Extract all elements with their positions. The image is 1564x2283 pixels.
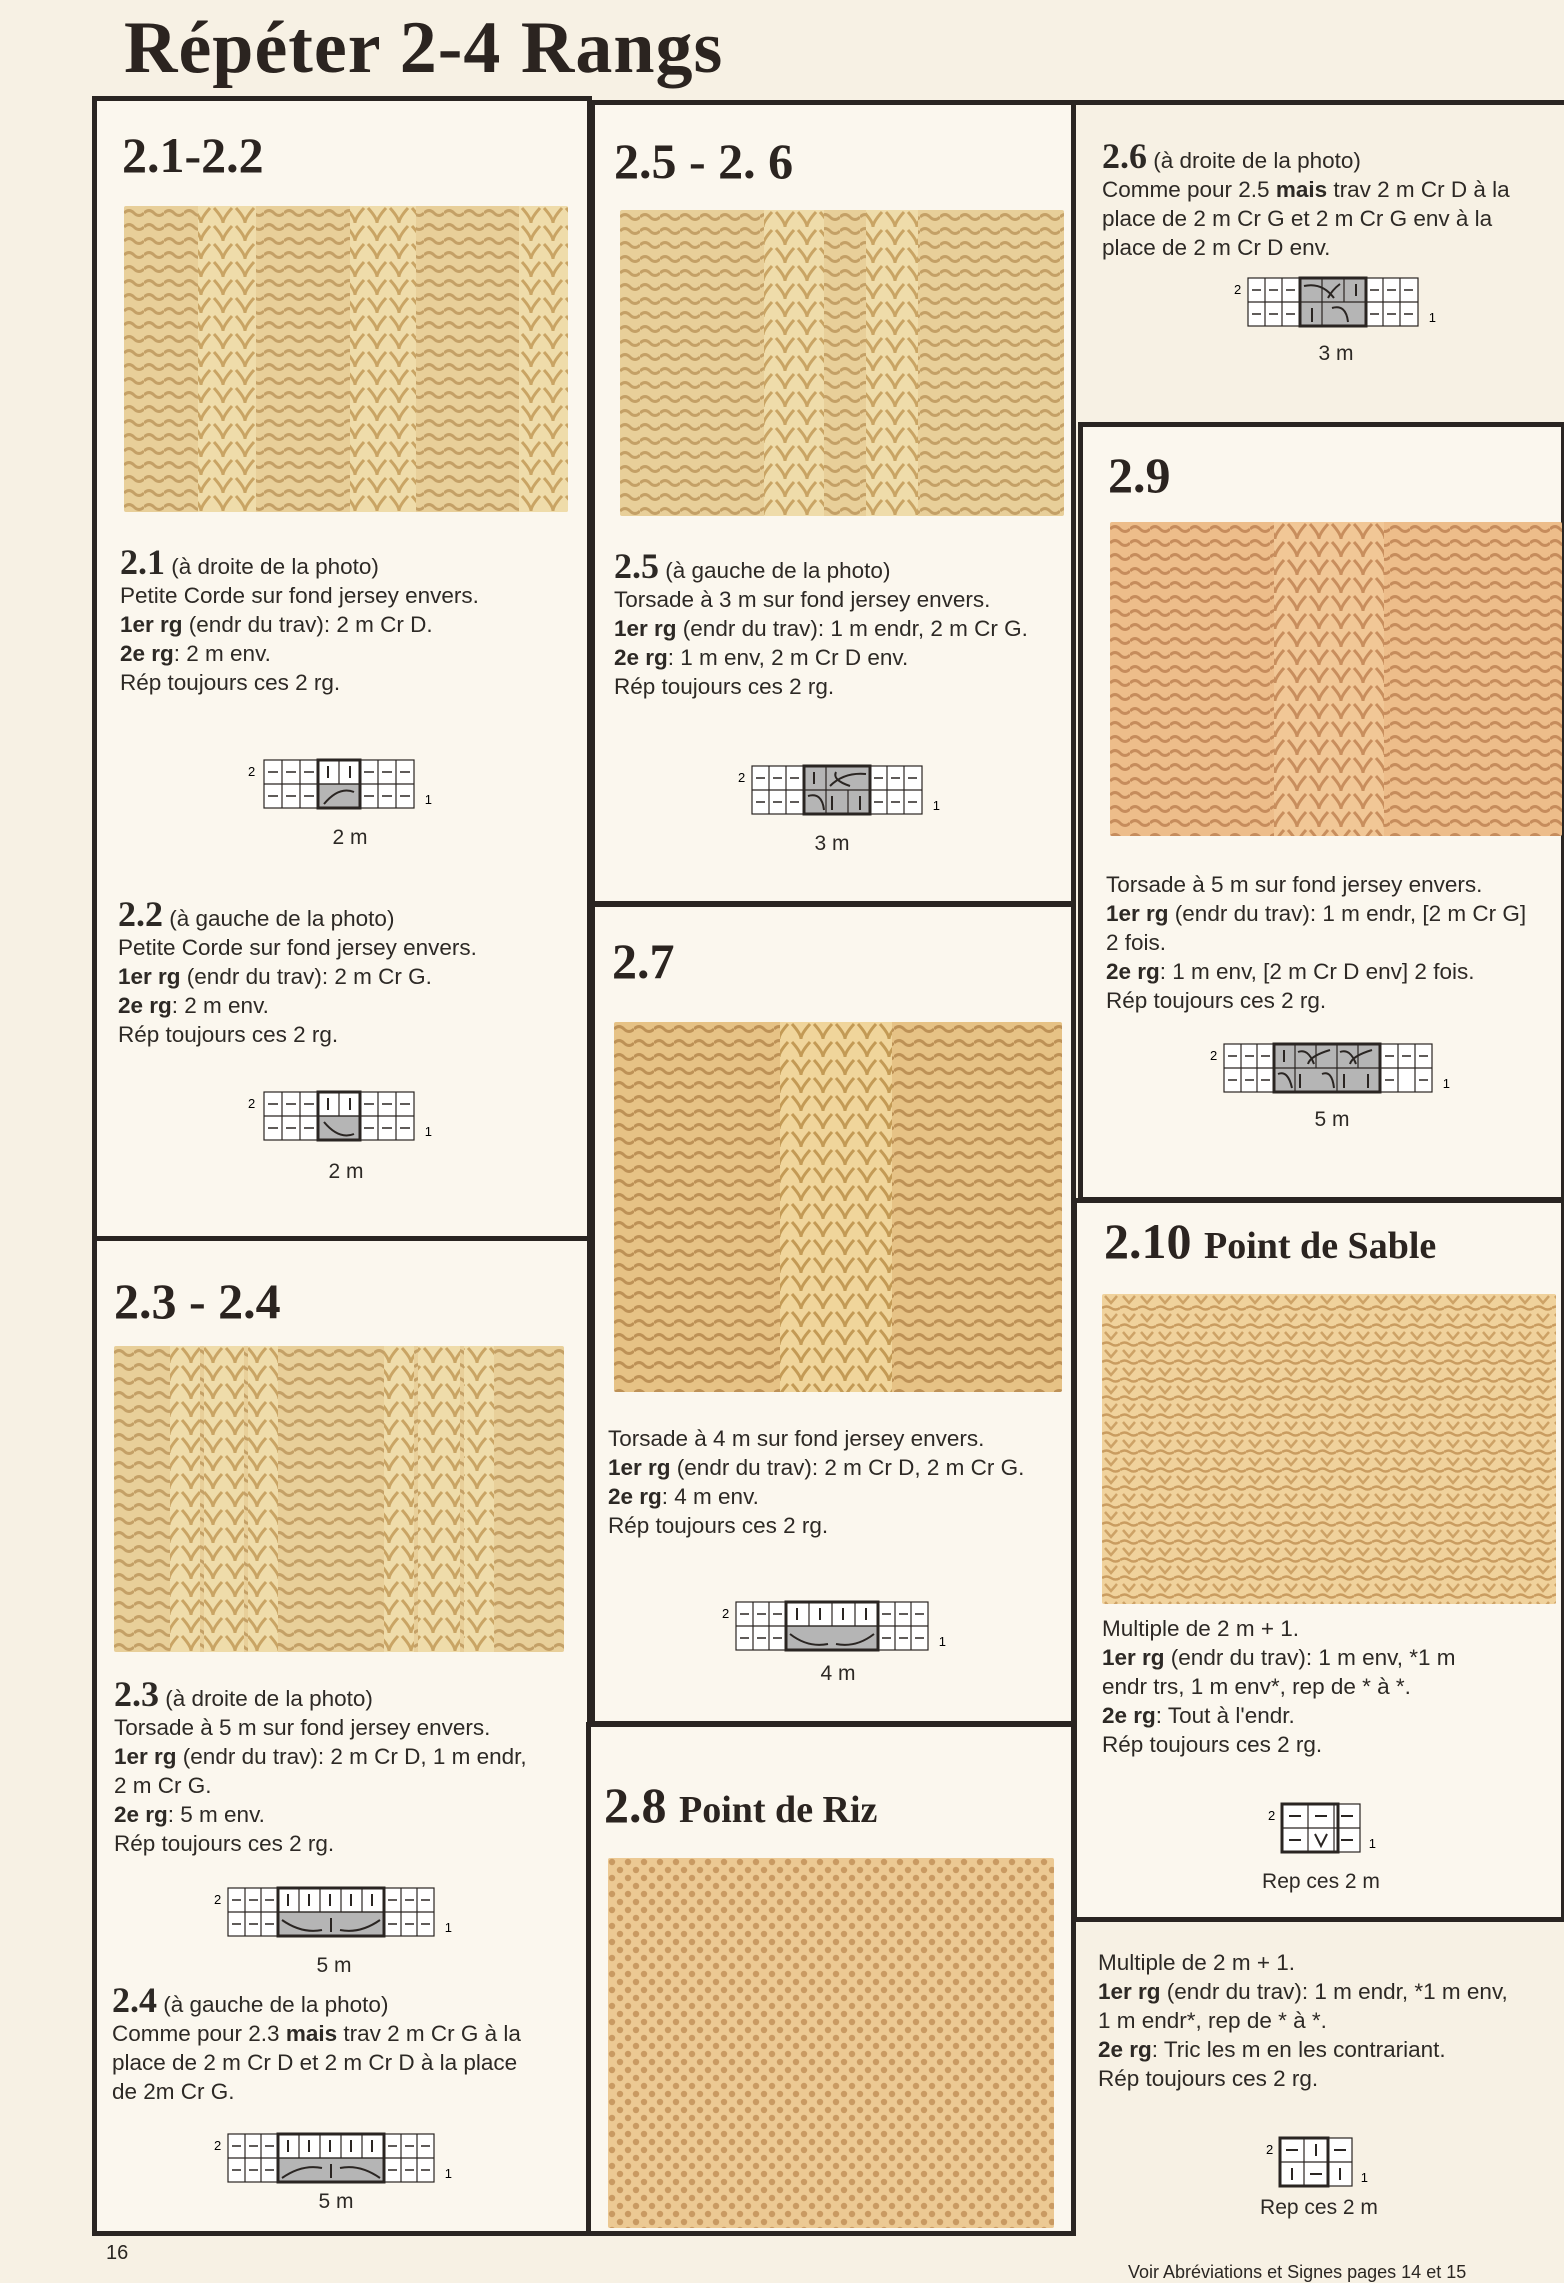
stitch-name: Point de Riz [679, 1789, 878, 1831]
entry-note: (à droite de la photo) [165, 1686, 373, 1711]
row-label: 1er rg [118, 964, 181, 989]
instruction-line: (endr du trav): 2 m Cr D. [182, 612, 433, 637]
entry-2-3 [114, 1674, 527, 1858]
chart-row-label: 1 [424, 1124, 432, 1139]
section-heading: 2.7 [612, 933, 675, 989]
instruction-line: (endr du trav): 1 m endr, *1 m env, [1160, 1979, 1508, 2004]
knit-photo-2-3-2-4 [114, 1346, 564, 1652]
row-label: 2e rg [1098, 2037, 1152, 2062]
entry-number: 2.3 [114, 1674, 159, 1714]
chart-row-label: 1 [1428, 310, 1436, 325]
chart-caption: 5 m [1314, 1108, 1350, 1131]
chart-row-label: 2 [214, 1892, 222, 1907]
entry-2-4 [112, 1980, 521, 2106]
row-label: 2e rg [1106, 959, 1160, 984]
row-label: 1er rg [120, 612, 183, 637]
instruction-line: place de 2 m Cr D et 2 m Cr D à la place [112, 2050, 518, 2075]
instruction-line: Rép toujours ces 2 rg. [1102, 1732, 1323, 1757]
instruction-line: : 2 m env. [173, 641, 271, 666]
stitch-chart-2-7 [720, 1598, 946, 1660]
instruction-line: Rép toujours ces 2 rg. [608, 1513, 829, 1538]
instruction-line: Multiple de 2 m + 1. [1102, 1616, 1299, 1641]
entry-number: 2.1 [120, 542, 165, 582]
row-label: 1er rg [1102, 1645, 1165, 1670]
chart-caption: 3 m [814, 832, 850, 855]
rule [1076, 100, 1564, 105]
entry-note: (à droite de la photo) [1153, 148, 1361, 173]
chart-caption: Rep ces 2 m [1260, 2196, 1378, 2219]
stitch-chart-2-8 [1264, 2134, 1374, 2196]
instruction-line: trav 2 m Cr D à la [1327, 177, 1510, 202]
chart-caption: 2 m [328, 1160, 364, 1183]
instruction-line: : 4 m env. [661, 1484, 759, 1509]
instruction-line: place de 2 m Cr G et 2 m Cr G env à la [1102, 206, 1493, 231]
entry-number: 2.6 [1102, 136, 1147, 176]
instruction-line: Rép toujours ces 2 rg. [1106, 988, 1327, 1013]
entry-note: (à gauche de la photo) [163, 1992, 389, 2017]
entry-number: 2.10 [1104, 1213, 1192, 1269]
instruction-line: endr trs, 1 m env*, rep de * à *. [1102, 1674, 1411, 1699]
instruction-line: Rép toujours ces 2 rg. [614, 674, 835, 699]
row-label: 1er rg [1098, 1979, 1161, 2004]
instruction-line: : 5 m env. [167, 1802, 265, 1827]
chart-row-label: 1 [932, 798, 940, 813]
row-label: 2e rg [608, 1484, 662, 1509]
chart-row-label: 1 [444, 1920, 452, 1935]
instruction-line: Torsade à 5 m sur fond jersey envers. [114, 1715, 491, 1740]
chart-row-label: 1 [1368, 1836, 1376, 1851]
entry-2-8 [1098, 1948, 1508, 2093]
instruction-line: 2 fois. [1106, 930, 1167, 955]
knit-photo-2-8 [608, 1858, 1054, 2228]
stitch-chart-2-6 [1232, 274, 1436, 336]
chart-row-label: 2 [1268, 1808, 1276, 1823]
row-label: 2e rg [614, 645, 668, 670]
instruction-line: Rép toujours ces 2 rg. [120, 670, 341, 695]
instruction-line: : 1 m env, [2 m Cr D env] 2 fois. [1159, 959, 1475, 984]
instruction-line: Torsade à 4 m sur fond jersey envers. [608, 1426, 985, 1451]
knit-photo-2-7 [614, 1022, 1062, 1392]
row-label: 1er rg [1106, 901, 1169, 926]
instruction-line: Torsade à 5 m sur fond jersey envers. [1106, 872, 1483, 897]
row-label: 2e rg [114, 1802, 168, 1827]
chart-row-label: 2 [248, 764, 256, 779]
instruction-line: Petite Corde sur fond jersey envers. [118, 935, 477, 960]
instruction-line: Rép toujours ces 2 rg. [114, 1831, 335, 1856]
instruction-line: (endr du trav): 2 m Cr G. [180, 964, 432, 989]
entry-number: 2.5 [614, 546, 659, 586]
section-heading: 2.9 [1108, 447, 1171, 503]
chart-caption: 3 m [1318, 342, 1354, 365]
entry-note: (à gauche de la photo) [665, 558, 891, 583]
row-label: 1er rg [614, 616, 677, 641]
instruction-line: Comme pour 2.5 [1102, 177, 1276, 202]
row-label: 2e rg [120, 641, 174, 666]
instruction-line: Rép toujours ces 2 rg. [1098, 2066, 1319, 2091]
instruction-line: : 1 m env, 2 m Cr D env. [667, 645, 909, 670]
entry-note: (à gauche de la photo) [169, 906, 395, 931]
entry-2-10 [1102, 1614, 1456, 1759]
chart-caption: 5 m [316, 1954, 352, 1977]
chart-caption: 2 m [332, 826, 368, 849]
instruction-line: (endr du trav): 1 m endr, [2 m Cr G] [1168, 901, 1527, 926]
chart-caption: 4 m [820, 1662, 856, 1685]
instruction-line: : Tric les m en les contrariant. [1151, 2037, 1446, 2062]
entry-number: 2.2 [118, 894, 163, 934]
chart-row-label: 2 [214, 2138, 222, 2153]
section-heading: 2.1-2.2 [122, 127, 264, 183]
row-label: 2e rg [1102, 1703, 1156, 1728]
instruction-line: : Tout à l'endr. [1155, 1703, 1295, 1728]
instruction-line: Multiple de 2 m + 1. [1098, 1950, 1295, 1975]
page-number: 16 [106, 2242, 129, 2264]
entry-2-2 [118, 894, 477, 1049]
row-label: 2e rg [118, 993, 172, 1018]
stitch-chart-2-5 [736, 762, 940, 824]
section-heading: 2.3 - 2.4 [114, 1273, 281, 1329]
chart-row-label: 1 [444, 2166, 452, 2181]
instruction-line: Rép toujours ces 2 rg. [118, 1022, 339, 1047]
row-label: 1er rg [114, 1744, 177, 1769]
chart-row-label: 2 [722, 1606, 730, 1621]
chart-row-label: 2 [1266, 2142, 1274, 2157]
chart-row-label: 1 [1360, 2170, 1368, 2185]
emphasis: mais [1275, 177, 1328, 202]
instruction-line: place de 2 m Cr D env. [1102, 235, 1331, 260]
entry-2-7 [608, 1424, 1024, 1540]
knit-photo-2-9 [1110, 522, 1562, 836]
instruction-line: : 2 m env. [171, 993, 269, 1018]
chart-row-label: 2 [1210, 1048, 1218, 1063]
chart-caption: Rep ces 2 m [1262, 1870, 1380, 1893]
entry-2-6 [1102, 136, 1510, 262]
row-label: 1er rg [608, 1455, 671, 1480]
chart-caption: 5 m [318, 2190, 354, 2213]
instruction-line: (endr du trav): 2 m Cr D, 2 m Cr G. [670, 1455, 1025, 1480]
stitch-chart-2-4 [212, 2130, 452, 2192]
chart-row-label: 2 [738, 770, 746, 785]
knit-photo-2-5-2-6 [620, 210, 1064, 516]
entry-note: (à droite de la photo) [171, 554, 379, 579]
section-heading: 2.5 - 2. 6 [614, 133, 794, 189]
section-heading-2-8 [604, 1776, 877, 1834]
chart-row-label: 2 [1234, 282, 1242, 297]
stitch-chart-2-3 [212, 1884, 452, 1946]
page-title: Répéter 2-4 Rangs [124, 7, 724, 89]
chart-row-label: 1 [424, 792, 432, 807]
instruction-line: (endr du trav): 1 m env, *1 m [1164, 1645, 1456, 1670]
instruction-line: 1 m endr*, rep de * à *. [1098, 2008, 1327, 2033]
instruction-line: Petite Corde sur fond jersey envers. [120, 583, 479, 608]
entry-2-1 [120, 542, 479, 697]
stitch-chart-2-9 [1208, 1040, 1450, 1102]
stitch-chart-2-1 [246, 756, 432, 818]
section-heading-2-10 [1104, 1212, 1436, 1270]
entry-number: 2.8 [604, 1777, 667, 1833]
chart-row-label: 1 [1442, 1076, 1450, 1091]
instruction-line: 2 m Cr G. [114, 1773, 212, 1798]
emphasis: mais [285, 2021, 338, 2046]
instruction-line: trav 2 m Cr G à la [337, 2021, 521, 2046]
knit-photo-2-10 [1102, 1294, 1556, 1604]
entry-2-5 [614, 546, 1028, 701]
instruction-line: Comme pour 2.3 [112, 2021, 286, 2046]
instruction-line: de 2m Cr G. [112, 2079, 235, 2104]
chart-row-label: 2 [248, 1096, 256, 1111]
entry-2-9 [1106, 870, 1526, 1015]
knit-photo-2-1-2-2 [124, 206, 568, 512]
footer-note: Voir Abréviations et Signes pages 14 et 15 [1128, 2262, 1467, 2282]
chart-row-label: 1 [938, 1634, 946, 1649]
instruction-line: (endr du trav): 1 m endr, 2 m Cr G. [676, 616, 1028, 641]
stitch-name: Point de Sable [1204, 1225, 1437, 1267]
instruction-line: Torsade à 3 m sur fond jersey envers. [614, 587, 991, 612]
instruction-line: (endr du trav): 2 m Cr D, 1 m endr, [176, 1744, 527, 1769]
entry-number: 2.4 [112, 1980, 157, 2020]
stitch-chart-2-10 [1266, 1800, 1376, 1862]
stitch-chart-2-2 [246, 1088, 432, 1150]
